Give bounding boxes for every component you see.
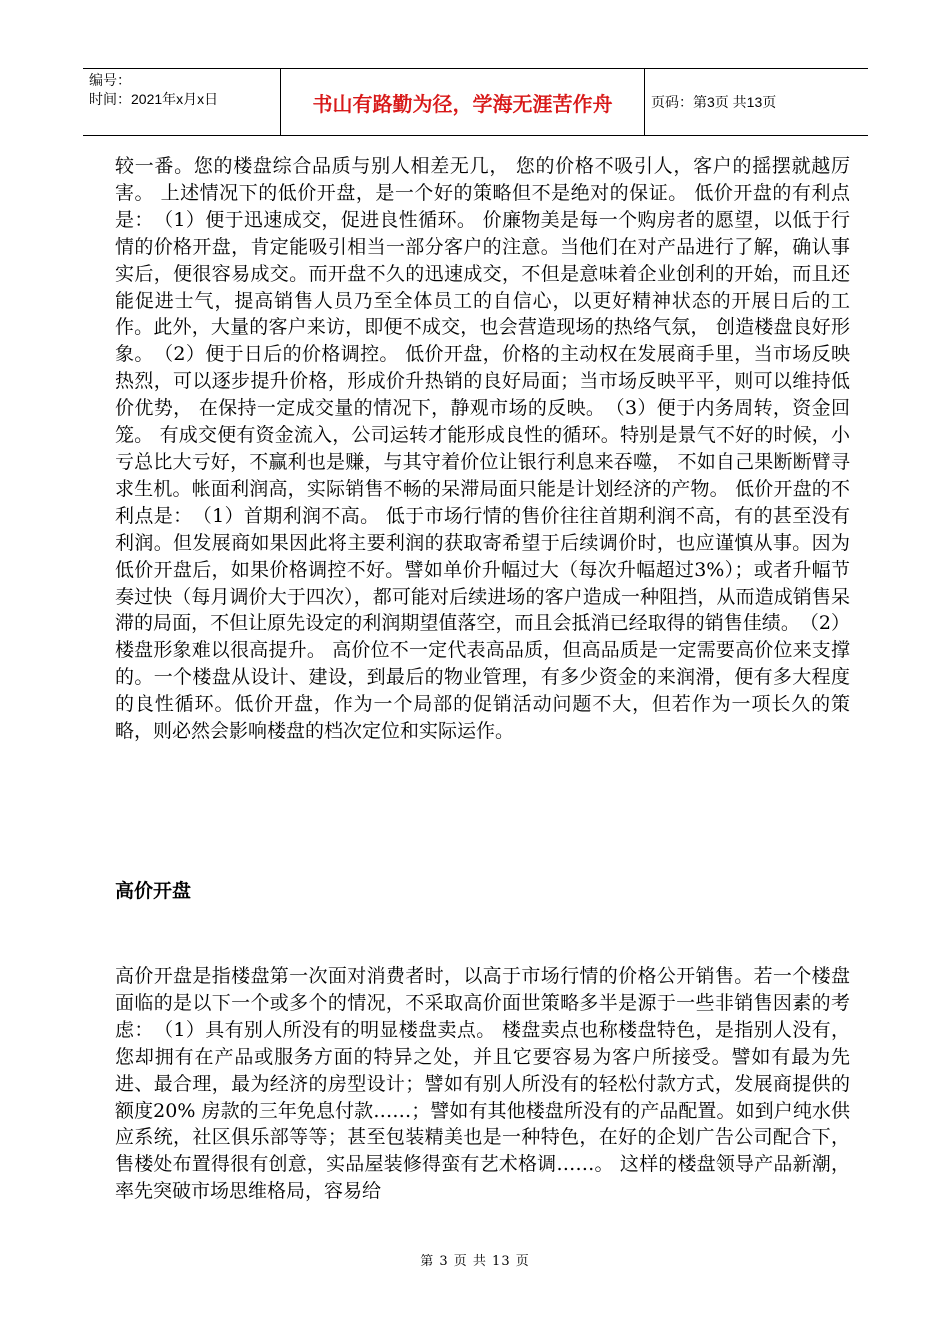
- header-motto: 书山有路勤为径，学海无涯苦作舟: [280, 69, 645, 135]
- body-paragraph-1: 较一番。您的楼盘综合品质与别人相差无几， 您的价格不吸引人，客户的摇摆就越厉害。 上述情况下的低价开盘，是一个好的策略但不是绝对的保证。 低价开盘的有利点是： （1）便于迅速成交，促进良性循环。 价廉物美是每一个购房者的愿望，以低于行情的价格开盘，肯定能吸引相当一部分客户的注意。当他们在对产品进行了解，确认事实后，便很容易成交。而开盘不久的迅速成交，不但是意味着企业创利的开始，而且还能促进士气，提高销售人员乃至全体员工的自信心，以更好精神状态的开展日后的工作。此外，大量的客户来访，即便不成交，也会营造现场的热络气氛， 创造楼盘良好形象。 （2）便于日后的价格调控。 低价开盘，价格的主动权在发展商手里，当市场反映热烈，可以逐步提升价格，形成价升热销的良好局面；当市场反映平平，则可以维持低价优势， 在保持一定成交量的情况下，静观市场的反映。 （3）便于内务周转，资金回笼。 有成交便有资金流入，公司运转才能形成良性的循环。特别是景气不好的时候，小亏总比大亏好，不赢利也是赚，与其守着价位让银行利息来吞噬， 不如自己果断断臂寻求生机。帐面利润高，实际销售不畅的呆滞局面只能是计划经济的产物。 低价开盘的不利点是： （1）首期利润不高。 低于市场行情的售价往往首期利润不高，有的甚至没有利润。但发展商如果因此将主要利润的获取寄希望于后续调价时，也应谨慎从事。因为低价开盘后，如果价格调控不好。譬如单价升幅过大（每次升幅超过3%）；或者升幅节奏过快（每月调价大于四次），都可能对后续进场的客户造成一种阻挡，从而造成销售呆滞的局面，不但让原先设定的利润期望值落空，而且会抵消已经取得的销售佳绩。 （2）楼盘形象难以很高提升。 高价位不一定代表高品质，但高品质是一定需要高价位来支撑的。一个楼盘从设计、建设，到最后的物业管理，有多少资金的来润滑，便有多大程度的良性循环。低价开盘，作为一个局部的促销活动问题不大，但若作为一项长久的策略，则必然会影响楼盘的档次定位和实际运作。: [115, 155, 850, 743]
- page-header: [83, 68, 868, 136]
- section-heading: 高价开盘: [115, 880, 192, 902]
- body-paragraph-2: 高价开盘是指楼盘第一次面对消费者时，以高于市场行情的价格公开销售。若一个楼盘面临的是以下一个或多个的情况，不采取高价面世策略多半是源于一些非销售因素的考虑： （1）具有别人所没有的明显楼盘卖点。 楼盘卖点也称楼盘特色，是指别人没有，您却拥有在产品或服务方面的特异之处，并且它要容易为客户所接受。譬如有最为先进、最合理，最为经济的房型设计；譬如有别人所没有的轻松付款方式，发展商提供的额度20% 房款的三年免息付款……；譬如有其他楼盘所没有的产品配置。如到户纯水供应系统，社区俱乐部等等；甚至包装精美也是一种特色，在好的企划广告公司配合下，售楼处布置得很有创意，实品屋装修得蛮有艺术格调……。 这样的楼盘领导产品新潮，率先突破市场思维格局，容易给: [115, 965, 850, 1203]
- header-page-info: 页码：第3页 共13页: [651, 94, 777, 110]
- header-meta: [83, 69, 280, 135]
- document-time-label: 时间：2021年x月x日: [89, 91, 219, 107]
- document-number-label: 编号：: [89, 72, 131, 88]
- page-footer: 第 3 页 共 13 页: [420, 1254, 530, 1269]
